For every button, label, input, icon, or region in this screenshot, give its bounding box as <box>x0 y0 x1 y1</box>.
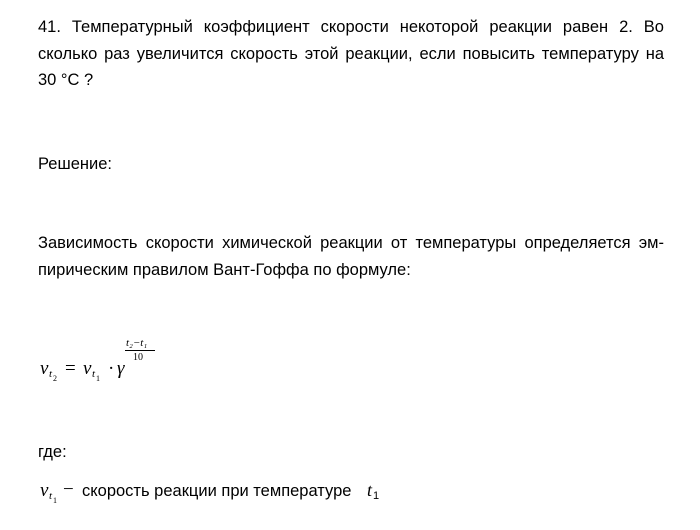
definition-text: скорость реакции при температуре <box>82 482 352 500</box>
formula-exponent-denominator: 10 <box>133 352 143 363</box>
formula-fraction-bar <box>125 350 155 351</box>
formula-subscript-t: t <box>49 368 53 380</box>
formula-subscript-2: 2 <box>53 374 57 383</box>
vant-hoff-formula <box>40 336 240 396</box>
formula-subscript-t: t <box>92 368 96 380</box>
formula-gamma: γ <box>117 358 125 379</box>
formula-dot: · <box>108 358 115 379</box>
definition-t-subscript: 1 <box>373 490 380 502</box>
where-label: где: <box>38 443 67 461</box>
problem-statement: 41. Температурный коэффициент скорости некоторой реакции равен 2. Во сколько раз увеличится скорость этой реакции, если повысить температуру на 30 °С ? <box>38 18 664 89</box>
solution-intro: Зависимость скорости химической реакции от температуры определяется эм-пирическим правилом Вант-Гоффа по формуле: <box>38 234 664 279</box>
formula-exponent-numerator: t₂−t₁ <box>126 337 148 349</box>
definition-t-variable: t <box>367 480 373 500</box>
formula-v-right: v <box>83 358 92 379</box>
definition-v: v <box>40 480 49 501</box>
definition-dash: − <box>63 479 74 500</box>
definition-subscript-1: 1 <box>53 496 57 505</box>
solution-heading: Решение: <box>38 155 112 173</box>
formula-equals: = <box>65 358 76 379</box>
formula-v-left: v <box>40 358 49 379</box>
definition-line <box>40 478 640 508</box>
definition-subscript-t: t <box>49 490 53 502</box>
formula-subscript-1: 1 <box>96 374 100 383</box>
